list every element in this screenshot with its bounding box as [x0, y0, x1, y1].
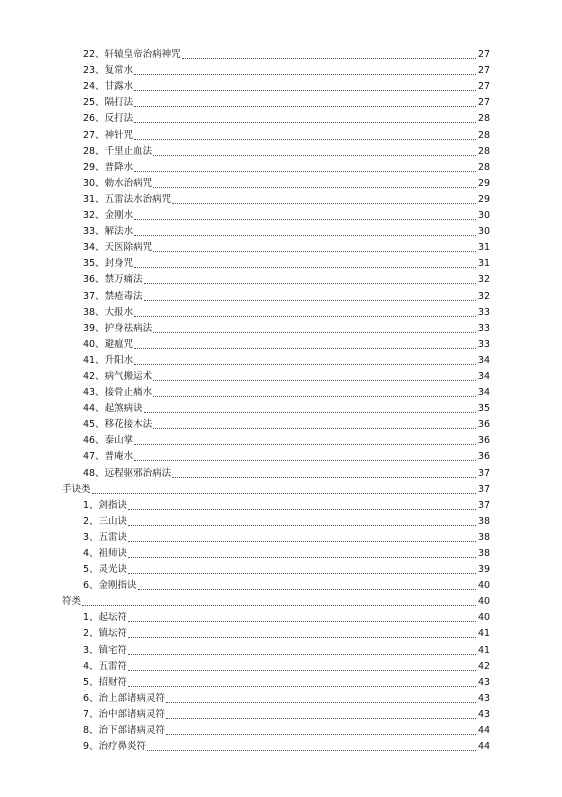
toc-entry-title: 6、金刚指诀	[83, 580, 137, 592]
toc-entry[interactable]	[0, 351, 562, 367]
toc-entry[interactable]	[0, 270, 562, 286]
toc-page-number: 40	[478, 596, 491, 608]
toc-entry-title: 36、禁万痛法	[83, 274, 143, 286]
toc-entry-title: 8、治下部诸病灵符	[83, 725, 166, 737]
dot-leader	[138, 589, 476, 590]
toc-entry-title: 4、祖师诀	[83, 548, 128, 559]
toc-entry-title: 32、金刚水	[83, 210, 134, 222]
table-of-contents	[0, 45, 562, 753]
dot-leader	[153, 428, 476, 429]
dot-leader	[144, 300, 476, 301]
dot-leader	[92, 493, 476, 494]
toc-entry[interactable]	[0, 254, 562, 270]
toc-page-number: 28	[478, 113, 491, 125]
toc-entry[interactable]	[0, 383, 562, 399]
toc-entry[interactable]	[0, 367, 562, 383]
toc-entry[interactable]	[0, 238, 562, 254]
toc-entry[interactable]	[0, 447, 562, 463]
toc-page-number: 27	[478, 97, 491, 109]
dot-leader	[128, 637, 476, 638]
toc-page-number: 34	[478, 387, 491, 399]
toc-page-number: 43	[478, 708, 491, 720]
toc-page-number: 38	[478, 548, 491, 559]
toc-section-heading[interactable]	[0, 592, 562, 608]
toc-page-number: 43	[478, 676, 491, 688]
dot-leader	[153, 187, 476, 188]
toc-entry[interactable]	[0, 608, 562, 624]
toc-entry-title: 22、轩辕皇帝治病神咒	[83, 49, 181, 61]
toc-page-number: 27	[478, 81, 491, 93]
dot-leader	[128, 621, 476, 622]
toc-entry-title: 30、勅水治病咒	[83, 177, 153, 189]
toc-page-number: 33	[478, 322, 491, 334]
toc-entry-title: 26、反打法	[83, 113, 134, 125]
toc-page-number: 43	[478, 692, 491, 704]
toc-page-number: 37	[478, 467, 491, 479]
toc-page-number: 28	[478, 145, 491, 157]
toc-page-number: 33	[478, 306, 491, 318]
dot-leader	[172, 477, 476, 478]
dot-leader	[128, 509, 476, 510]
toc-page-number: 42	[478, 660, 491, 672]
toc-page-number: 41	[478, 644, 491, 656]
dot-leader	[153, 251, 476, 252]
toc-entry-title: 1、起坛符	[83, 612, 128, 624]
toc-entry-title: 7、治中部诸病灵符	[83, 708, 166, 720]
toc-entry-title: 47、普庵水	[83, 451, 134, 463]
toc-page-number: 40	[478, 612, 491, 624]
dot-leader	[134, 74, 476, 75]
dot-leader	[134, 139, 476, 140]
dot-leader	[166, 702, 476, 703]
toc-entry-title: 39、护身祛病法	[83, 322, 153, 334]
toc-page-number: 30	[478, 210, 491, 222]
toc-entry-title: 31、五雷法水治病咒	[83, 193, 172, 205]
toc-entry[interactable]	[0, 174, 562, 190]
dot-leader	[134, 219, 476, 220]
toc-page-number: 41	[478, 628, 491, 640]
dot-leader	[153, 332, 476, 333]
toc-entry[interactable]	[0, 109, 562, 125]
toc-entry[interactable]	[0, 560, 562, 576]
toc-entry[interactable]	[0, 705, 562, 721]
dot-leader	[134, 171, 476, 172]
toc-page-number: 28	[478, 161, 491, 173]
dot-leader	[128, 686, 476, 687]
dot-leader	[134, 235, 476, 236]
dot-leader	[128, 541, 476, 542]
dot-leader	[153, 155, 476, 156]
dot-leader	[147, 750, 476, 751]
toc-entry[interactable]	[0, 673, 562, 689]
toc-entry-title: 2、镇坛符	[83, 628, 128, 640]
dot-leader	[128, 557, 476, 558]
toc-entry-title: 符类	[62, 596, 82, 608]
toc-entry[interactable]	[0, 45, 562, 61]
toc-entry[interactable]	[0, 657, 562, 673]
toc-entry-title: 6、治上部诸病灵符	[83, 692, 166, 704]
toc-entry-title: 27、神针咒	[83, 129, 134, 141]
toc-page-number: 34	[478, 354, 491, 366]
toc-page-number: 34	[478, 370, 491, 382]
toc-entry-title: 35、封身咒	[83, 258, 134, 270]
toc-section-heading[interactable]	[0, 480, 562, 496]
toc-entry-title: 33、解法水	[83, 226, 134, 238]
dot-leader	[82, 605, 476, 606]
toc-entry-title: 44、起煞病诀	[83, 403, 143, 415]
dot-leader	[134, 364, 476, 365]
toc-entry[interactable]	[0, 142, 562, 158]
toc-page-number: 36	[478, 451, 491, 463]
dot-leader	[166, 734, 476, 735]
toc-entry[interactable]	[0, 158, 562, 174]
toc-entry-title: 4、五雷符	[83, 660, 128, 672]
toc-entry-title: 48、远程驱邪治病法	[83, 467, 172, 479]
toc-entry-title: 43、接骨止痛水	[83, 387, 153, 399]
toc-entry-title: 42、病气搬运术	[83, 370, 153, 382]
toc-entry[interactable]	[0, 624, 562, 640]
dot-leader	[128, 654, 476, 655]
toc-page-number: 27	[478, 49, 491, 61]
toc-entry[interactable]	[0, 528, 562, 544]
toc-page-number: 31	[478, 258, 491, 270]
dot-leader	[134, 444, 476, 445]
toc-entry-title: 34、天医除病咒	[83, 242, 153, 254]
dot-leader	[153, 380, 476, 381]
toc-entry[interactable]	[0, 206, 562, 222]
toc-entry[interactable]	[0, 77, 562, 93]
toc-entry[interactable]	[0, 415, 562, 431]
toc-page-number: 37	[478, 499, 491, 511]
toc-entry-title: 5、灵光诀	[83, 564, 128, 576]
toc-page-number: 38	[478, 515, 491, 527]
dot-leader	[134, 348, 476, 349]
dot-leader	[134, 267, 476, 268]
dot-leader	[134, 106, 476, 107]
toc-entry-title: 41、升阳水	[83, 354, 134, 366]
toc-entry[interactable]	[0, 431, 562, 447]
dot-leader	[166, 718, 476, 719]
toc-page-number: 39	[478, 564, 491, 576]
toc-entry[interactable]	[0, 319, 562, 335]
toc-page-number: 28	[478, 129, 491, 141]
toc-entry-title: 9、治疗鼻炎符	[83, 741, 147, 753]
toc-entry[interactable]	[0, 721, 562, 737]
toc-entry-title: 23、复常水	[83, 65, 134, 77]
toc-page-number: 38	[478, 531, 491, 543]
toc-page-number: 36	[478, 435, 491, 447]
toc-page-number: 40	[478, 580, 491, 592]
toc-entry[interactable]	[0, 335, 562, 351]
dot-leader	[134, 316, 476, 317]
toc-entry-title: 28、千里止血法	[83, 145, 153, 157]
toc-page-number: 30	[478, 226, 491, 238]
toc-page-number: 31	[478, 242, 491, 254]
toc-page-number: 32	[478, 290, 491, 302]
toc-entry-title: 2、三山诀	[83, 515, 128, 527]
toc-entry[interactable]	[0, 576, 562, 592]
toc-entry[interactable]	[0, 303, 562, 319]
toc-page-number: 37	[478, 483, 491, 495]
toc-entry[interactable]	[0, 399, 562, 415]
toc-entry[interactable]	[0, 512, 562, 528]
toc-entry[interactable]	[0, 689, 562, 705]
toc-entry-title: 37、禁疮毒法	[83, 290, 143, 302]
dot-leader	[172, 203, 476, 204]
toc-entry-title: 3、五雷诀	[83, 531, 128, 543]
dot-leader	[134, 90, 476, 91]
toc-entry-title: 25、隔打法	[83, 97, 134, 109]
dot-leader	[128, 525, 476, 526]
toc-entry-title: 45、移花接木法	[83, 419, 153, 431]
dot-leader	[182, 58, 476, 59]
toc-page-number: 36	[478, 419, 491, 431]
toc-page-number: 32	[478, 274, 491, 286]
toc-entry-title: 40、避瘟咒	[83, 338, 134, 350]
toc-entry[interactable]	[0, 640, 562, 656]
toc-entry[interactable]	[0, 496, 562, 512]
toc-entry[interactable]	[0, 93, 562, 109]
toc-entry[interactable]	[0, 463, 562, 479]
toc-entry[interactable]	[0, 190, 562, 206]
dot-leader	[128, 670, 476, 671]
toc-entry-title: 29、普降水	[83, 161, 134, 173]
toc-entry-title: 38、大报水	[83, 306, 134, 318]
toc-entry[interactable]	[0, 286, 562, 302]
dot-leader	[153, 396, 476, 397]
toc-page-number: 29	[478, 193, 491, 205]
dot-leader	[134, 122, 476, 123]
dot-leader	[128, 573, 476, 574]
toc-page-number: 29	[478, 177, 491, 189]
dot-leader	[144, 412, 476, 413]
dot-leader	[144, 283, 476, 284]
toc-entry[interactable]	[0, 125, 562, 141]
toc-entry-title: 5、招财符	[83, 676, 128, 688]
toc-page-number: 44	[478, 725, 491, 737]
toc-entry-title: 3、镇宅符	[83, 644, 128, 656]
toc-entry-title: 24、甘露水	[83, 81, 134, 93]
toc-entry[interactable]	[0, 61, 562, 77]
toc-page-number: 27	[478, 65, 491, 77]
toc-entry[interactable]	[0, 222, 562, 238]
toc-entry-title: 46、泰山掌	[83, 435, 134, 447]
dot-leader	[134, 460, 476, 461]
toc-entry[interactable]	[0, 544, 562, 560]
toc-page-number: 35	[478, 403, 491, 415]
toc-page-number: 44	[478, 741, 491, 753]
toc-entry-title: 手诀类	[62, 483, 91, 495]
toc-entry[interactable]	[0, 737, 562, 753]
toc-entry-title: 1、剑指诀	[83, 499, 128, 511]
toc-page-number: 33	[478, 338, 491, 350]
